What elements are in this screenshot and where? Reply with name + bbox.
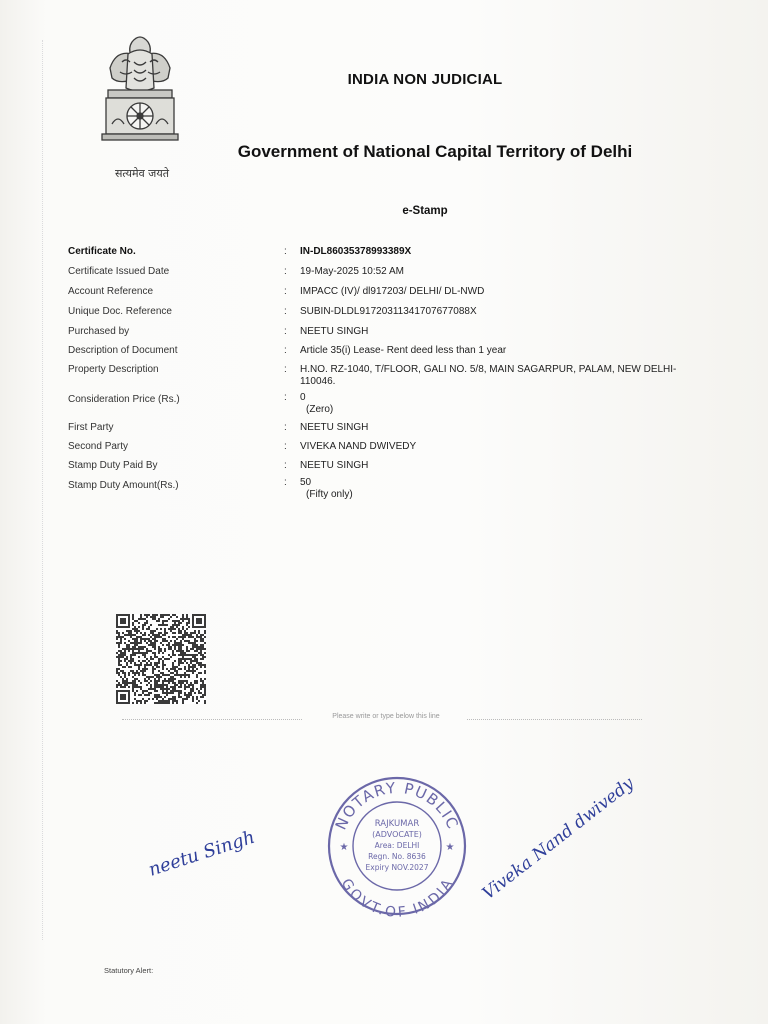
statutory-alert-faint-lines — [104, 975, 624, 982]
row-value: NEETU SINGH — [300, 460, 369, 471]
row-label: Account Reference — [68, 286, 154, 297]
dotted-line-right — [467, 719, 642, 720]
row-value: IN-DL86035378993389X — [300, 246, 412, 257]
row-label: Certificate No. — [68, 246, 136, 257]
emblem-motto: सत्यमेव जयते — [114, 167, 169, 180]
row-value: IMPACC (IV)/ dl917203/ DELHI/ DL-NWD — [300, 286, 485, 297]
row-separator: : — [284, 477, 287, 488]
row-value: H.NO. RZ-1040, T/FLOOR, GALI NO. 5/8, MAIN SAGARPUR, PALAM, NEW DELHI-110046. — [300, 364, 677, 387]
row-separator: : — [284, 246, 287, 257]
row-separator: : — [284, 441, 287, 452]
statutory-alert — [104, 966, 624, 996]
row-value-amount: 50 — [300, 477, 312, 488]
stamp-area: Area: DELHI — [374, 841, 420, 850]
row-value — [300, 392, 700, 416]
row-label: Stamp Duty Amount(Rs.) — [68, 480, 179, 491]
qr-modules — [116, 614, 206, 704]
row-value: NEETU SINGH — [300, 326, 369, 337]
first-party-signature — [145, 820, 265, 890]
stamp-category-title: INDIA NON JUDICIAL — [347, 71, 503, 88]
stamp-title: (ADVOCATE) — [372, 830, 422, 839]
stamp-top-arc: NOTARY PUBLIC — [331, 778, 463, 833]
statutory-alert-faint-lines — [104, 989, 624, 996]
statutory-alert-title: Statutory Alert: — [104, 966, 154, 975]
national-emblem-icon — [92, 28, 188, 168]
row-value: VIVEKA NAND DWIVEDY — [300, 441, 417, 452]
second-party-signature-text: Viveka Nand dwivedy — [478, 773, 638, 904]
row-label: Second Party — [68, 441, 129, 452]
first-party-signature-text: neetu Singh — [146, 826, 258, 881]
write-below-text: Please write or type below this line — [332, 713, 440, 720]
row-value: SUBIN-DLDL91720311341707677088X — [300, 306, 477, 317]
row-separator: : — [284, 306, 287, 317]
row-separator: : — [284, 364, 287, 375]
row-label: Purchased by — [68, 326, 130, 337]
second-party-signature — [478, 770, 668, 910]
row-value: NEETU SINGH — [300, 422, 369, 433]
row-value: 19-May-2025 10:52 AM — [300, 266, 404, 277]
row-label: First Party — [68, 422, 114, 433]
svg-text:★: ★ — [339, 842, 349, 853]
row-separator: : — [284, 460, 287, 471]
dotted-line-left — [122, 719, 302, 720]
stamp-bottom-arc: GOVT.OF INDIA — [337, 876, 457, 920]
row-label: Certificate Issued Date — [68, 266, 170, 277]
row-label: Property Description — [68, 364, 159, 375]
row-value: Article 35(i) Lease- Rent deed less than 1 year — [300, 345, 507, 356]
svg-text:★: ★ — [445, 842, 455, 853]
row-separator: : — [284, 392, 287, 403]
stamp-expiry: Expiry NOV.2027 — [365, 863, 429, 872]
row-separator: : — [284, 345, 287, 356]
row-value-words: (Zero) — [306, 404, 334, 415]
row-label: Stamp Duty Paid By — [68, 460, 158, 471]
document-type: e-Stamp — [402, 205, 448, 217]
row-label: Description of Document — [68, 345, 178, 356]
notary-seal-icon — [322, 770, 472, 920]
qr-code-icon — [116, 614, 206, 704]
row-separator: : — [284, 286, 287, 297]
row-value — [300, 477, 700, 501]
row-label: Unique Doc. Reference — [68, 306, 172, 317]
statutory-alert-faint-lines — [104, 982, 624, 989]
government-title: Government of National Capital Territory of Delhi — [237, 142, 633, 161]
row-separator: : — [284, 422, 287, 433]
row-value-amount: 0 — [300, 392, 306, 403]
row-value-words: (Fifty only) — [306, 489, 353, 500]
stamp-name: RAJKUMAR — [374, 819, 420, 829]
row-separator: : — [284, 326, 287, 337]
stamp-regn: Regn. No. 8636 — [368, 852, 426, 861]
row-label: Consideration Price (Rs.) — [68, 394, 180, 405]
left-edge-microtext — [42, 40, 53, 940]
row-separator: : — [284, 266, 287, 277]
write-below-line — [122, 713, 642, 725]
